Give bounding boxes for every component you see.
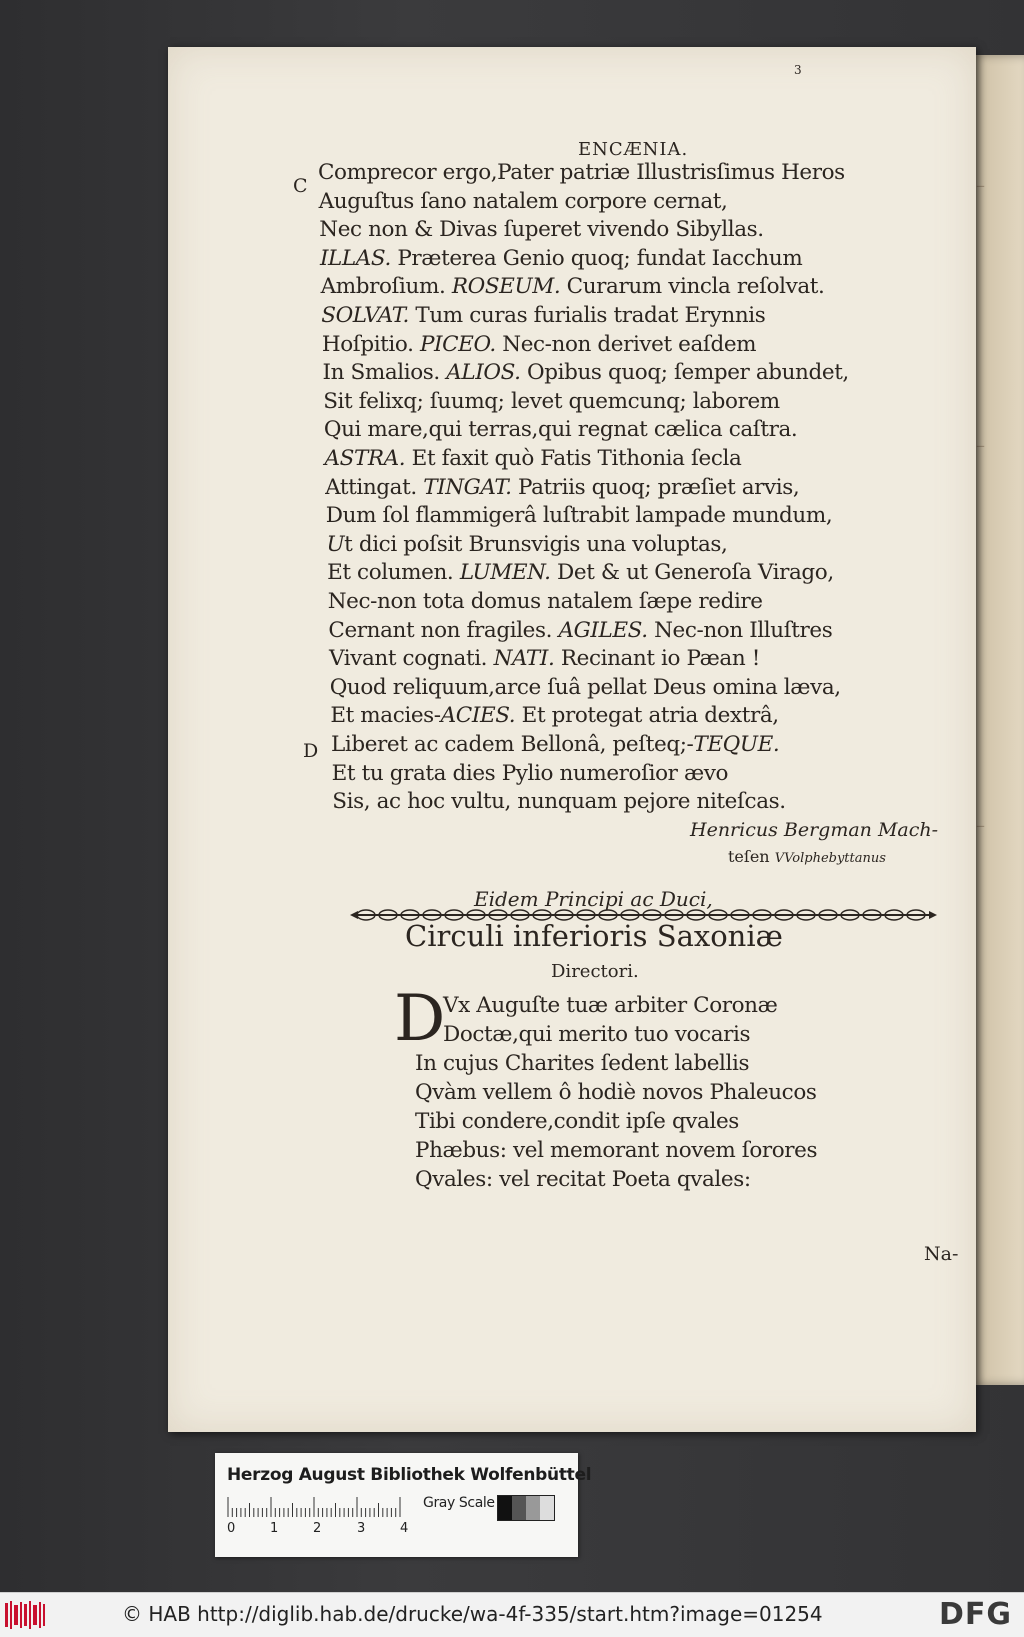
ruler-number: 3 xyxy=(357,1521,366,1536)
verse-line: Qui mare,qui terras,qui regnat cælica caſtra. xyxy=(323,417,798,443)
margin-marker-d: D xyxy=(303,740,319,762)
verse-line: Sis, ac hoc vultu, nunquam pejore niteſcas. xyxy=(332,789,786,815)
verse-line: Et tu grata dies Pylio numeroſior ævo xyxy=(331,760,729,786)
running-head: ENCÆNIA. xyxy=(578,139,689,160)
gray-scale-strip xyxy=(497,1495,555,1521)
margin-marker-c: C xyxy=(293,175,308,197)
verse-line: Tibi condere,condit ipſe qvales xyxy=(415,1109,739,1134)
copyright-url[interactable]: © HAB http://diglib.hab.de/drucke/wa-4f-335/start.htm?image=01254 xyxy=(122,1602,823,1626)
verse-line: Ambroſium. ROSEUM. Curarum vincla reſolvat. xyxy=(320,274,825,300)
verse-line: Nec-non tota domus natalem ſæpe redire xyxy=(327,589,763,614)
library-name: Herzog August Bibliothek Wolfenbüttel xyxy=(227,1465,592,1485)
verse-line: Liberet ac cadem Bellonâ, peſteq;-TEQUE. xyxy=(331,732,780,757)
footer-bar xyxy=(0,1592,1024,1637)
verse-line: SOLVAT. Tum curas furialis tradat Erynnis xyxy=(321,303,766,328)
verse-line: Nec non & Divas ſuperet vivendo Sibyllas. xyxy=(319,217,764,243)
ruler-number: 1 xyxy=(270,1521,279,1536)
verse-line: Dum ſol flammigerâ luſtrabit lampade mundum, xyxy=(325,503,833,529)
catchword: Na- xyxy=(924,1243,959,1265)
verse-line: Qvàm vellem ô hodiè novos Phaleucos xyxy=(415,1080,817,1105)
facing-page-edge: – – – xyxy=(972,55,1024,1385)
verse-line: Qvales: vel recitat Poeta qvales: xyxy=(415,1167,751,1192)
verse-line: Quod reliquum,arce ſuâ pellat Deus omina læva, xyxy=(329,674,841,700)
verse-line: Et macies-ACIES. Et protegat atria dextrâ, xyxy=(330,703,779,729)
ruler-scale xyxy=(227,1497,409,1517)
verse-line: Et columen. LUMEN. Det & ut Generoſa Virago, xyxy=(327,560,834,586)
heading-title: Circuli inferioris Saxoniæ xyxy=(405,919,783,953)
verse-line: ASTRA. Et faxit quò Fatis Tithonia ſecla xyxy=(324,446,742,471)
ruler-number: 0 xyxy=(227,1521,236,1536)
drop-cap: D xyxy=(394,982,446,1056)
dfg-logo: DFG xyxy=(938,1597,1012,1632)
verse-line: Doctæ,qui merito tuo vocaris xyxy=(443,1022,751,1047)
verse-line: Comprecor ergo,Pater patriæ Illustrisſimus Heros xyxy=(318,160,845,185)
verse-line: Auguſtus ſano natalem corpore cernat, xyxy=(318,188,728,214)
verse-line: Ut dici poſsit Brunsvigis una voluptas, xyxy=(326,531,728,557)
ruler-number: 2 xyxy=(313,1521,322,1536)
gray-scale-label: Gray Scale xyxy=(423,1495,495,1511)
verse-line: Hoſpitio. PICEO. Nec-non derivet eaſdem xyxy=(321,331,757,357)
library-color-label xyxy=(215,1453,592,1557)
verse-line: Sit felixq; ſuumq; levet quemcunq; laborem xyxy=(323,388,780,414)
verse-line: In cujus Charites ſedent labellis xyxy=(415,1051,750,1076)
book-page xyxy=(168,47,976,1432)
signature-name: Henricus Bergman Mach- xyxy=(690,819,939,841)
heading-dedication: Eidem Principi ac Duci, xyxy=(474,887,713,911)
verse-line: ILLAS. Præterea Genio quoq; fundat Iacchum xyxy=(319,245,803,271)
verse-line: In Smalios. ALIOS. Opibus quoq; ſemper abundet, xyxy=(322,360,849,386)
page-mark: 3 xyxy=(794,63,802,77)
verse-line: Attingat. TINGAT. Patriis quoq; præſiet arvis, xyxy=(325,474,800,500)
verse-line: Vivant cognati. NATI. Recinant io Pæan ! xyxy=(329,646,760,672)
verse-line: Phæbus: vel memorant novem ſorores xyxy=(415,1138,818,1163)
verse-line: Vx Auguſte tuæ arbiter Coronæ xyxy=(443,993,778,1018)
signature-place: teſen VVolphebyttanus xyxy=(728,847,886,866)
heading-subtitle: Directori. xyxy=(551,961,639,982)
ruler-number: 4 xyxy=(400,1521,409,1536)
hab-barcode-logo-icon xyxy=(4,1599,46,1631)
verse-line: Cernant non fragiles. AGILES. Nec-non Illuſtres xyxy=(328,617,833,643)
